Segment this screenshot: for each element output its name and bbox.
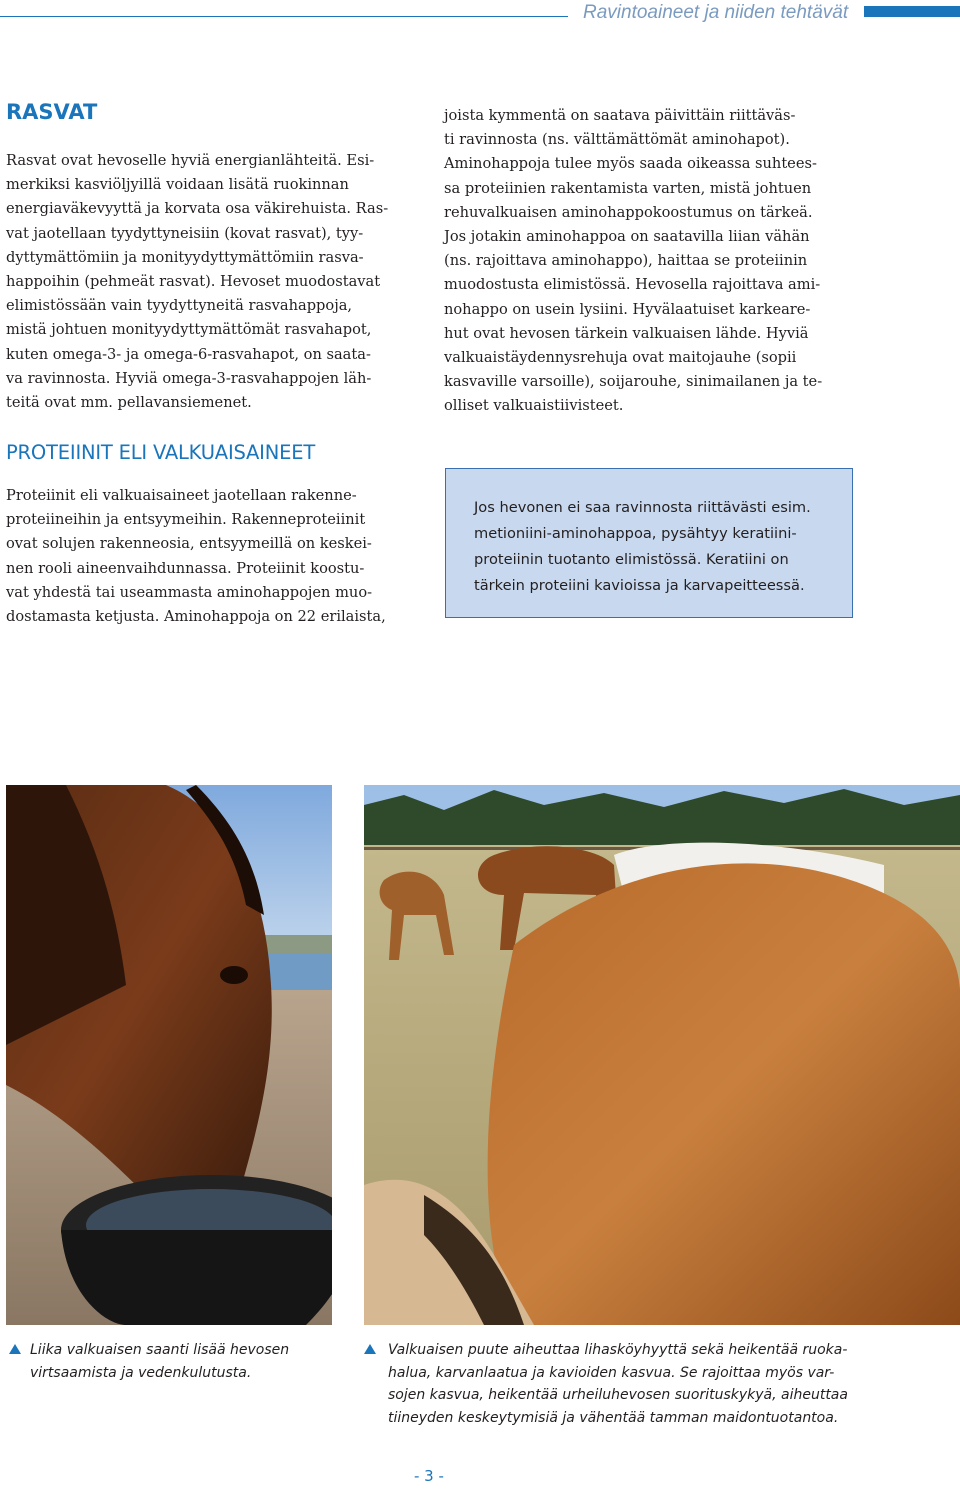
text-line: metioniini-aminohappoa, pysähtyy keratiini- bbox=[474, 525, 797, 542]
rasvat-paragraph bbox=[6, 149, 416, 415]
text-line: Aminohappoja tulee myös saada oikeassa suhtees- bbox=[444, 155, 817, 173]
photo-horse-drinking bbox=[6, 785, 332, 1325]
caption-line: sojen kasvua, heikentää urheiluhevosen suorituskykyä, aiheuttaa bbox=[388, 1387, 848, 1403]
page-number: - 3 - bbox=[414, 1467, 444, 1485]
horses-pasture-illustration bbox=[364, 785, 960, 1325]
text-line: ovat solujen rakenneosia, entsyymeillä on keskei- bbox=[6, 535, 372, 553]
caption-line: tiineyden keskeytymisiä ja vähentää tamman maidontuotantoa. bbox=[388, 1409, 839, 1426]
text-line: ti ravinnosta (ns. välttämättömät aminohapot). bbox=[444, 131, 790, 149]
running-header-title: Ravintoaineet ja niiden tehtävät bbox=[583, 2, 849, 23]
text-line: energiaväkevyyttä ja korvata osa väkirehuista. Ras- bbox=[6, 200, 389, 218]
text-line: valkuaistäydennysrehuja ovat maitojauhe (sopii bbox=[444, 349, 797, 367]
text-line: teitä ovat mm. pellavansiemenet. bbox=[6, 394, 252, 412]
caption-marker-icon bbox=[9, 1344, 21, 1354]
section-heading-proteiinit: PROTEIINIT ELI VALKUAISAINEET bbox=[6, 441, 316, 464]
text-line: va ravinnosta. Hyviä omega-3-rasvahappojen läh- bbox=[6, 369, 372, 387]
text-line: joista kymmentä on saatava päivittäin riittäväs- bbox=[444, 107, 796, 124]
horse-drinking-illustration bbox=[6, 785, 332, 1325]
text-line: nohappo on usein lysiini. Hyvälaatuiset karkeare- bbox=[444, 300, 811, 318]
text-line: merkiksi kasviöljyillä voidaan lisätä ruokinnan bbox=[6, 176, 349, 194]
text-line: rehuvalkuaisen aminohappokoostumus on tärkeä. bbox=[444, 203, 813, 221]
text-line: tärkein proteiini kavioissa ja karvapeitteessä. bbox=[474, 577, 805, 594]
info-box-text bbox=[474, 495, 811, 599]
text-line: vat jaotellaan tyydyttyneisiin (kovat rasvat), tyy- bbox=[6, 224, 364, 242]
section-heading-rasvat: RASVAT bbox=[6, 100, 98, 124]
text-line: muodostusta elimistössä. Hevosella rajoittava ami- bbox=[444, 276, 821, 294]
text-line: proteiineihin ja entsyymeihin. Rakenneproteiinit bbox=[6, 511, 366, 529]
caption-right bbox=[388, 1339, 848, 1429]
caption-marker-icon bbox=[364, 1344, 376, 1354]
caption-line: virtsaamista ja vedenkulutusta. bbox=[30, 1364, 252, 1381]
text-line: hut ovat hevosen tärkein valkuaisen lähde. Hyviä bbox=[444, 324, 809, 342]
photo-horses-pasture bbox=[364, 785, 960, 1325]
text-line: mistä johtuen monityydyttymättömät rasvahapot, bbox=[6, 321, 372, 339]
text-line: proteiinin tuotanto elimistössä. Keratiini on bbox=[474, 551, 789, 568]
caption-left bbox=[30, 1339, 289, 1384]
header-accent-bar bbox=[864, 6, 960, 17]
text-line: kasvaville varsoille), soijarouhe, sinimailanen ja te- bbox=[444, 373, 823, 391]
text-line: (ns. rajoittava aminohappo), haittaa se proteiinin bbox=[444, 252, 808, 270]
text-line: Proteiinit eli valkuaisaineet jaotellaan rakenne- bbox=[6, 487, 357, 504]
text-line: kuten omega-3- ja omega-6-rasvahapot, on saata- bbox=[6, 345, 371, 363]
right-column-paragraph bbox=[444, 104, 856, 419]
text-line: Jos hevonen ei saa ravinnosta riittävästi esim. bbox=[474, 499, 811, 516]
text-line: nen rooli aineenvaihdunnassa. Proteiinit koostu- bbox=[6, 559, 365, 577]
header-rule bbox=[0, 16, 568, 17]
text-line: dostamasta ketjusta. Aminohappoja on 22 erilaista, bbox=[6, 608, 386, 626]
text-line: Rasvat ovat hevoselle hyviä energianlähteitä. Esi- bbox=[6, 152, 375, 169]
text-line: elimistössään vain tyydyttyneitä rasvahappoja, bbox=[6, 297, 353, 315]
text-line: Jos jotakin aminohappoa on saatavilla liian vähän bbox=[444, 228, 810, 246]
caption-line: Liika valkuaisen saanti lisää hevosen bbox=[30, 1342, 290, 1358]
proteiinit-paragraph bbox=[6, 484, 416, 629]
text-line: sa proteiinien rakentamista varten, mistä johtuen bbox=[444, 179, 812, 197]
text-line: dyttymättömiin ja monityydyttymättömiin rasva- bbox=[6, 248, 364, 266]
info-box bbox=[445, 468, 853, 618]
caption-line: halua, karvanlaatua ja kavioiden kasvua. Se rajoittaa myös var- bbox=[388, 1364, 835, 1381]
text-line: vat yhdestä tai useammasta aminohappojen muo- bbox=[6, 583, 373, 601]
caption-line: Valkuaisen puute aiheuttaa lihasköyhyyttä sekä heikentää ruoka- bbox=[388, 1342, 848, 1358]
text-line: happoihin (pehmeät rasvat). Hevoset muodostavat bbox=[6, 273, 381, 291]
text-line: olliset valkuaistiivisteet. bbox=[444, 397, 624, 415]
